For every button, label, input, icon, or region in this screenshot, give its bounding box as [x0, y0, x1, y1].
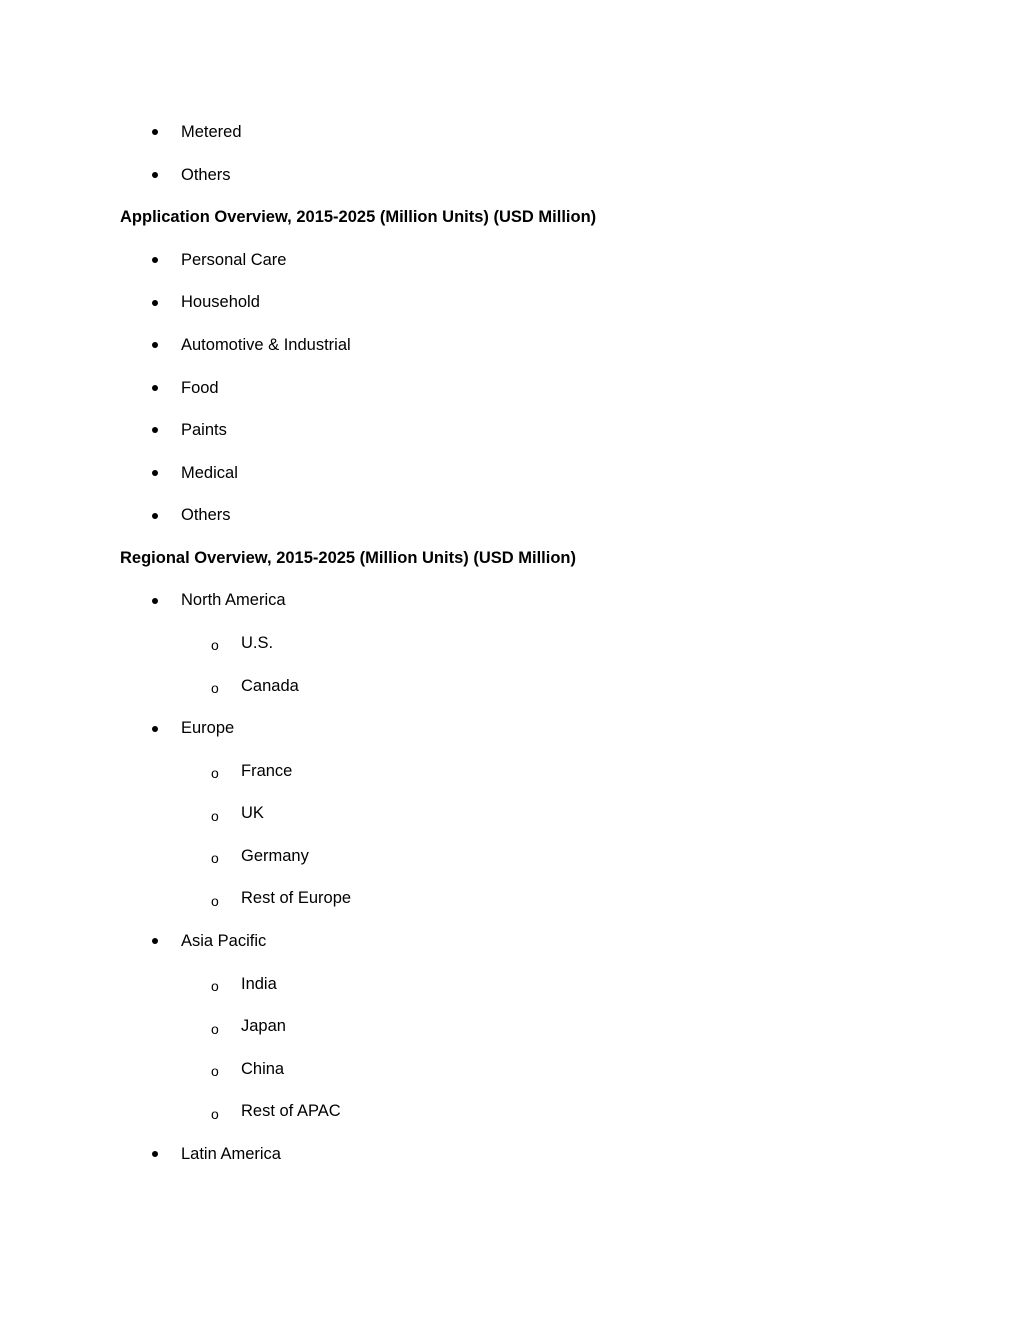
list-item: Others	[181, 506, 231, 524]
bullet-icon	[152, 300, 158, 306]
list-item: Household	[181, 293, 260, 311]
bullet-icon	[152, 1151, 158, 1157]
list-item: Europe	[181, 719, 235, 737]
list-item: Paints	[181, 421, 227, 439]
circle-bullet-icon: o	[211, 680, 219, 696]
sub-list-item: Japan	[241, 1017, 286, 1035]
list-item: Asia Pacific	[181, 932, 267, 950]
circle-bullet-icon: o	[211, 1021, 219, 1037]
sub-list-item: France	[241, 762, 293, 780]
list-item: Automotive & Industrial	[181, 336, 351, 354]
bullet-icon	[152, 726, 158, 732]
bullet-icon	[152, 513, 158, 519]
sub-list-item: UK	[241, 804, 264, 822]
bullet-icon	[152, 385, 158, 391]
sub-list-item: China	[241, 1060, 285, 1078]
circle-bullet-icon: o	[211, 1106, 219, 1122]
circle-bullet-icon: o	[211, 978, 219, 994]
sub-list-item: Canada	[241, 677, 299, 695]
sub-list-item: Rest of APAC	[241, 1102, 341, 1120]
bullet-icon	[152, 257, 158, 263]
sub-list-item: India	[241, 975, 277, 993]
bullet-icon	[152, 172, 158, 178]
list-item: North America	[181, 591, 286, 609]
circle-bullet-icon: o	[211, 637, 219, 653]
sub-list-item: Rest of Europe	[241, 889, 352, 907]
list-item: Metered	[181, 123, 242, 141]
application-overview-heading: Application Overview, 2015-2025 (Million Units) (USD Million)	[120, 208, 597, 226]
circle-bullet-icon: o	[211, 765, 219, 781]
list-item: Latin America	[181, 1145, 281, 1163]
list-item: Food	[181, 379, 219, 397]
sub-list-item: U.S.	[241, 634, 274, 652]
bullet-icon	[152, 129, 158, 135]
bullet-icon	[152, 342, 158, 348]
bullet-icon	[152, 598, 158, 604]
circle-bullet-icon: o	[211, 850, 219, 866]
regional-overview-heading: Regional Overview, 2015-2025 (Million Units) (USD Million)	[120, 549, 576, 567]
circle-bullet-icon: o	[211, 808, 219, 824]
bullet-icon	[152, 938, 158, 944]
bullet-icon	[152, 427, 158, 433]
list-item: Medical	[181, 464, 238, 482]
circle-bullet-icon: o	[211, 893, 219, 909]
bullet-icon	[152, 470, 158, 476]
sub-list-item: Germany	[241, 847, 309, 865]
circle-bullet-icon: o	[211, 1063, 219, 1079]
list-item: Others	[181, 166, 231, 184]
list-item: Personal Care	[181, 251, 287, 269]
